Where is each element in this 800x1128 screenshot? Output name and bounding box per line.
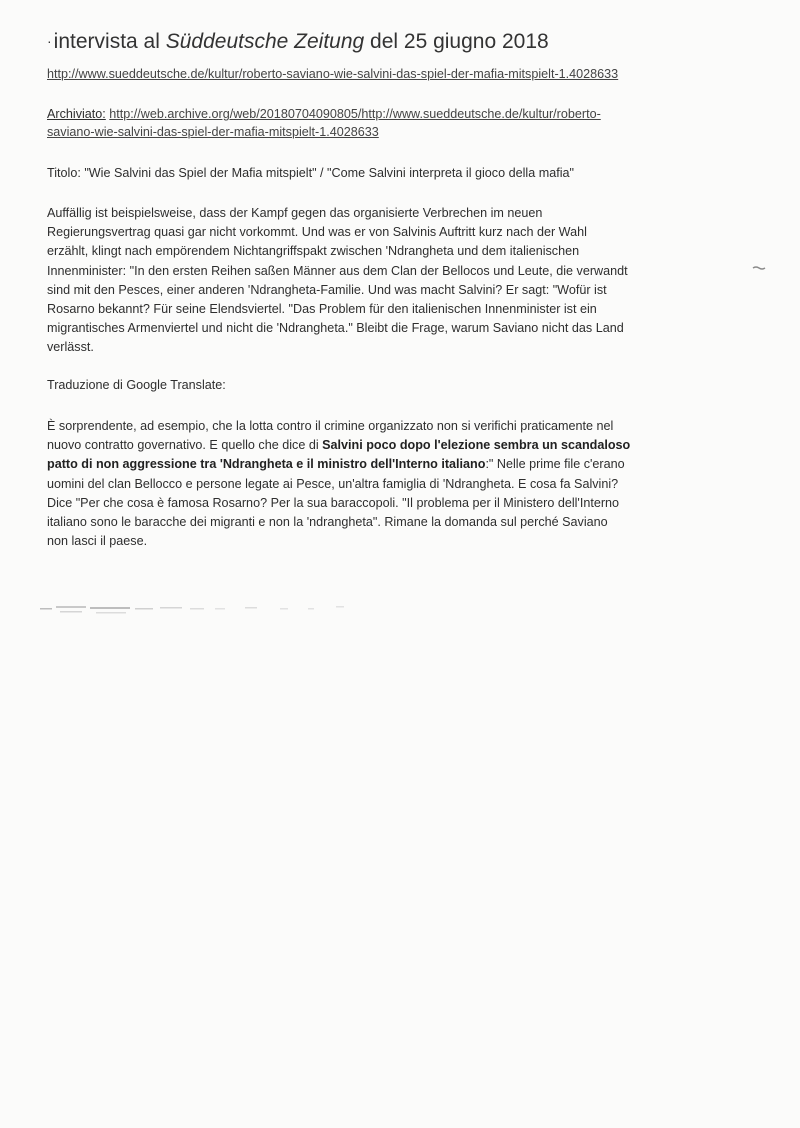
- source-url-link[interactable]: http://www.sueddeutsche.de/kultur/roberto-saviano-wie-salvini-das-spiel-der-mafia-mitspielt-1.4028633: [47, 67, 619, 81]
- source-url-line: [47, 66, 618, 83]
- paragraph-line: Dice "Per che cosa è famosa Rosarno? Per la sua baraccopoli. "Il problema per il Ministero dell'Interno: [47, 495, 620, 510]
- newspaper-name: Süddeutsche Zeitung: [165, 30, 365, 53]
- paragraph-line: italiano sono le baracche dei migranti e non la 'ndrangheta". Rimane la domanda sul perché Saviano: [47, 515, 608, 530]
- margin-scribble: [752, 265, 766, 271]
- paragraph-line: nuovo contratto governativo. E quello che dice di Salvini poco dopo l'elezione sembra un scandaloso: [47, 438, 631, 453]
- paragraph-line: sind mit den Pesces, einer anderen 'Ndrangheta-Familie. Und was macht Salvini? Er sagt: "Wofür ist: [47, 282, 607, 297]
- page-title: ·intervista al Süddeutsche Zeitung del 25 giugno 2018: [47, 30, 549, 53]
- archive-url-link-part1[interactable]: http://web.archive.org/web/20180704090805/http://www.sueddeutsche.de/kultur/roberto-: [109, 107, 601, 121]
- paragraph-line: patto di non aggressione tra 'Ndrangheta e il ministro dell'Interno italiano:" Nelle prime file c'erano: [47, 457, 625, 472]
- scan-smudge: [40, 600, 350, 620]
- paragraph-line: Auffällig ist beispielsweise, dass der Kampf gegen das organisierte Verbrechen im neuen: [47, 206, 543, 220]
- paragraph-line: Innenminister: "In den ersten Reihen saßen Männer aus dem Clan der Bellocos und Leute, die verwandt: [47, 263, 628, 278]
- paragraph-line: Regierungsvertrag quasi gar nicht vorkommt. Und was er von Salvinis Auftritt kurz nach der Wahl: [47, 225, 587, 240]
- bold-text: Salvini poco dopo l'elezione sembra un scandaloso: [322, 438, 631, 453]
- paragraph-line: Rosarno bekannt? Für seine Elendsviertel. "Das Problem für den italienischen Innenminister ist ein: [47, 302, 597, 317]
- paragraph-line: non lasci il paese.: [47, 534, 148, 549]
- paragraph-line: uomini del clan Bellocco e persone legate ai Pesce, un'altra famiglia di 'Ndrangheta. E cosa fa Salvini?: [47, 476, 619, 491]
- titolo-line: Titolo: "Wie Salvini das Spiel der Mafia mitspielt" / "Come Salvini interpreta il gioco della mafia": [47, 166, 574, 180]
- paragraph-line: migrantisches Armenviertel und nicht die 'Ndrangheta." Bleibt die Frage, warum Saviano nicht das Land: [47, 321, 624, 336]
- paragraph-line: erzählt, klingt nach empörendem Nichtangriffspakt zwischen 'Ndrangheta und dem italienischen: [47, 244, 580, 259]
- german-paragraph: [47, 204, 747, 358]
- bold-text: patto di non aggressione tra 'Ndrangheta e il ministro dell'Interno italiano: [47, 457, 486, 472]
- archive-line-2: [47, 124, 379, 141]
- archive-label: Archiviato:: [47, 107, 106, 121]
- archive-line-1: [47, 106, 601, 123]
- archive-url-link-part2[interactable]: saviano-wie-salvini-das-spiel-der-mafia-mitspielt-1.4028633: [47, 125, 379, 139]
- paragraph-line: verlässt.: [47, 340, 94, 355]
- translation-label: Traduzione di Google Translate:: [47, 378, 226, 392]
- paragraph-line: È sorprendente, ad esempio, che la lotta contro il crimine organizzato non si verifichi praticamente nel: [47, 419, 614, 433]
- bullet-mark: ·: [47, 33, 52, 49]
- italian-paragraph: [47, 417, 747, 551]
